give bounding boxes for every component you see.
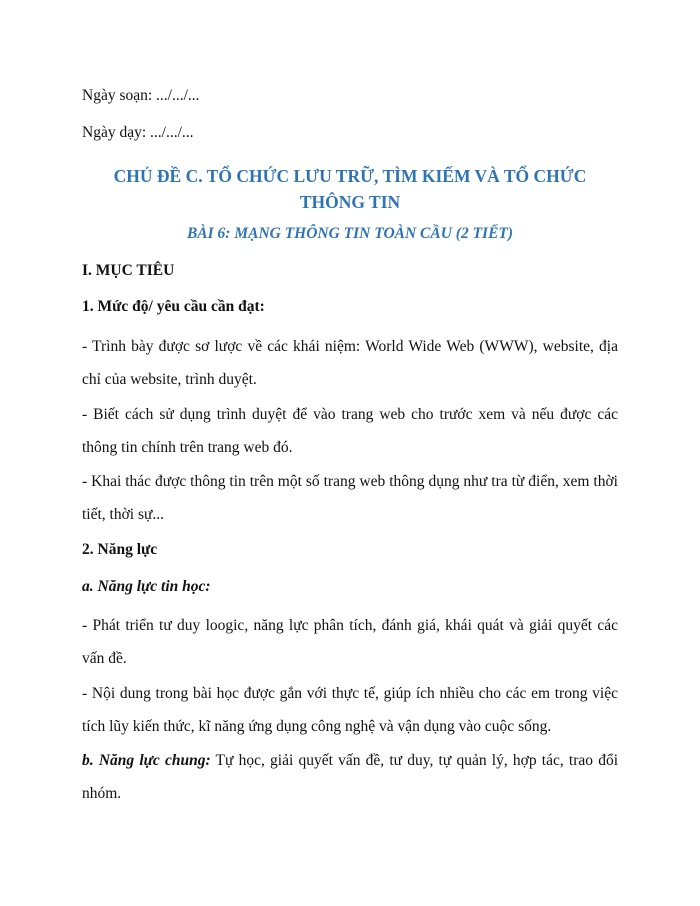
objective-item-2: - Biết cách sử dụng trình duyệt để vào trang web cho trước xem và nếu được các thông tin chính trên trang web đó. bbox=[82, 406, 618, 456]
competence-item-2: - Nội dung trong bài học được gắn với thực tế, giúp ích nhiều cho các em trong việc tích lũy kiến thức, kĩ năng ứng dụng công nghệ và vận dụng vào cuộc sống. bbox=[82, 685, 618, 735]
objective-item-1: - Trình bày được sơ lược về các khái niệm: World Wide Web (WWW), website, địa chỉ của website, trình duyệt. bbox=[82, 338, 618, 388]
lesson-title: BÀI 6: MẠNG THÔNG TIN TOÀN CẦU (2 TIẾT) bbox=[186, 225, 514, 242]
date-prepared: Ngày soạn: .../.../... bbox=[82, 87, 200, 104]
subsection-heading-competence: 2. Năng lực bbox=[82, 541, 158, 558]
topic-title-line1: CHỦ ĐỀ C. TỔ CHỨC LƯU TRỮ, TÌM KIẾM VÀ TỔ CHỨC bbox=[113, 166, 587, 186]
date-taught: Ngày dạy: .../.../... bbox=[82, 124, 194, 141]
topic-title-line2: THÔNG TIN bbox=[299, 192, 401, 212]
section-heading-objectives: I. MỤC TIÊU bbox=[82, 262, 175, 279]
objective-item-3: - Khai thác được thông tin trên một số trang web thông dụng như tra từ điển, xem thời tiết, thời sự... bbox=[82, 473, 618, 523]
topic-title bbox=[82, 163, 618, 215]
general-competence-paragraph bbox=[82, 744, 618, 810]
competence-item-1: - Phát triển tư duy loogic, năng lực phân tích, đánh giá, khái quát và giải quyết các vấn đề. bbox=[82, 617, 618, 667]
general-competence-text: Tự học, giải quyết vấn đề, tư duy, tự quản lý, hợp tác, trao đổi nhóm. bbox=[82, 752, 618, 802]
subsection-heading-it-competence: a. Năng lực tin học: bbox=[82, 578, 211, 595]
subsection-heading-requirements: 1. Mức độ/ yêu cầu cần đạt: bbox=[82, 298, 265, 315]
general-competence-label: b. Năng lực chung: bbox=[82, 752, 211, 769]
